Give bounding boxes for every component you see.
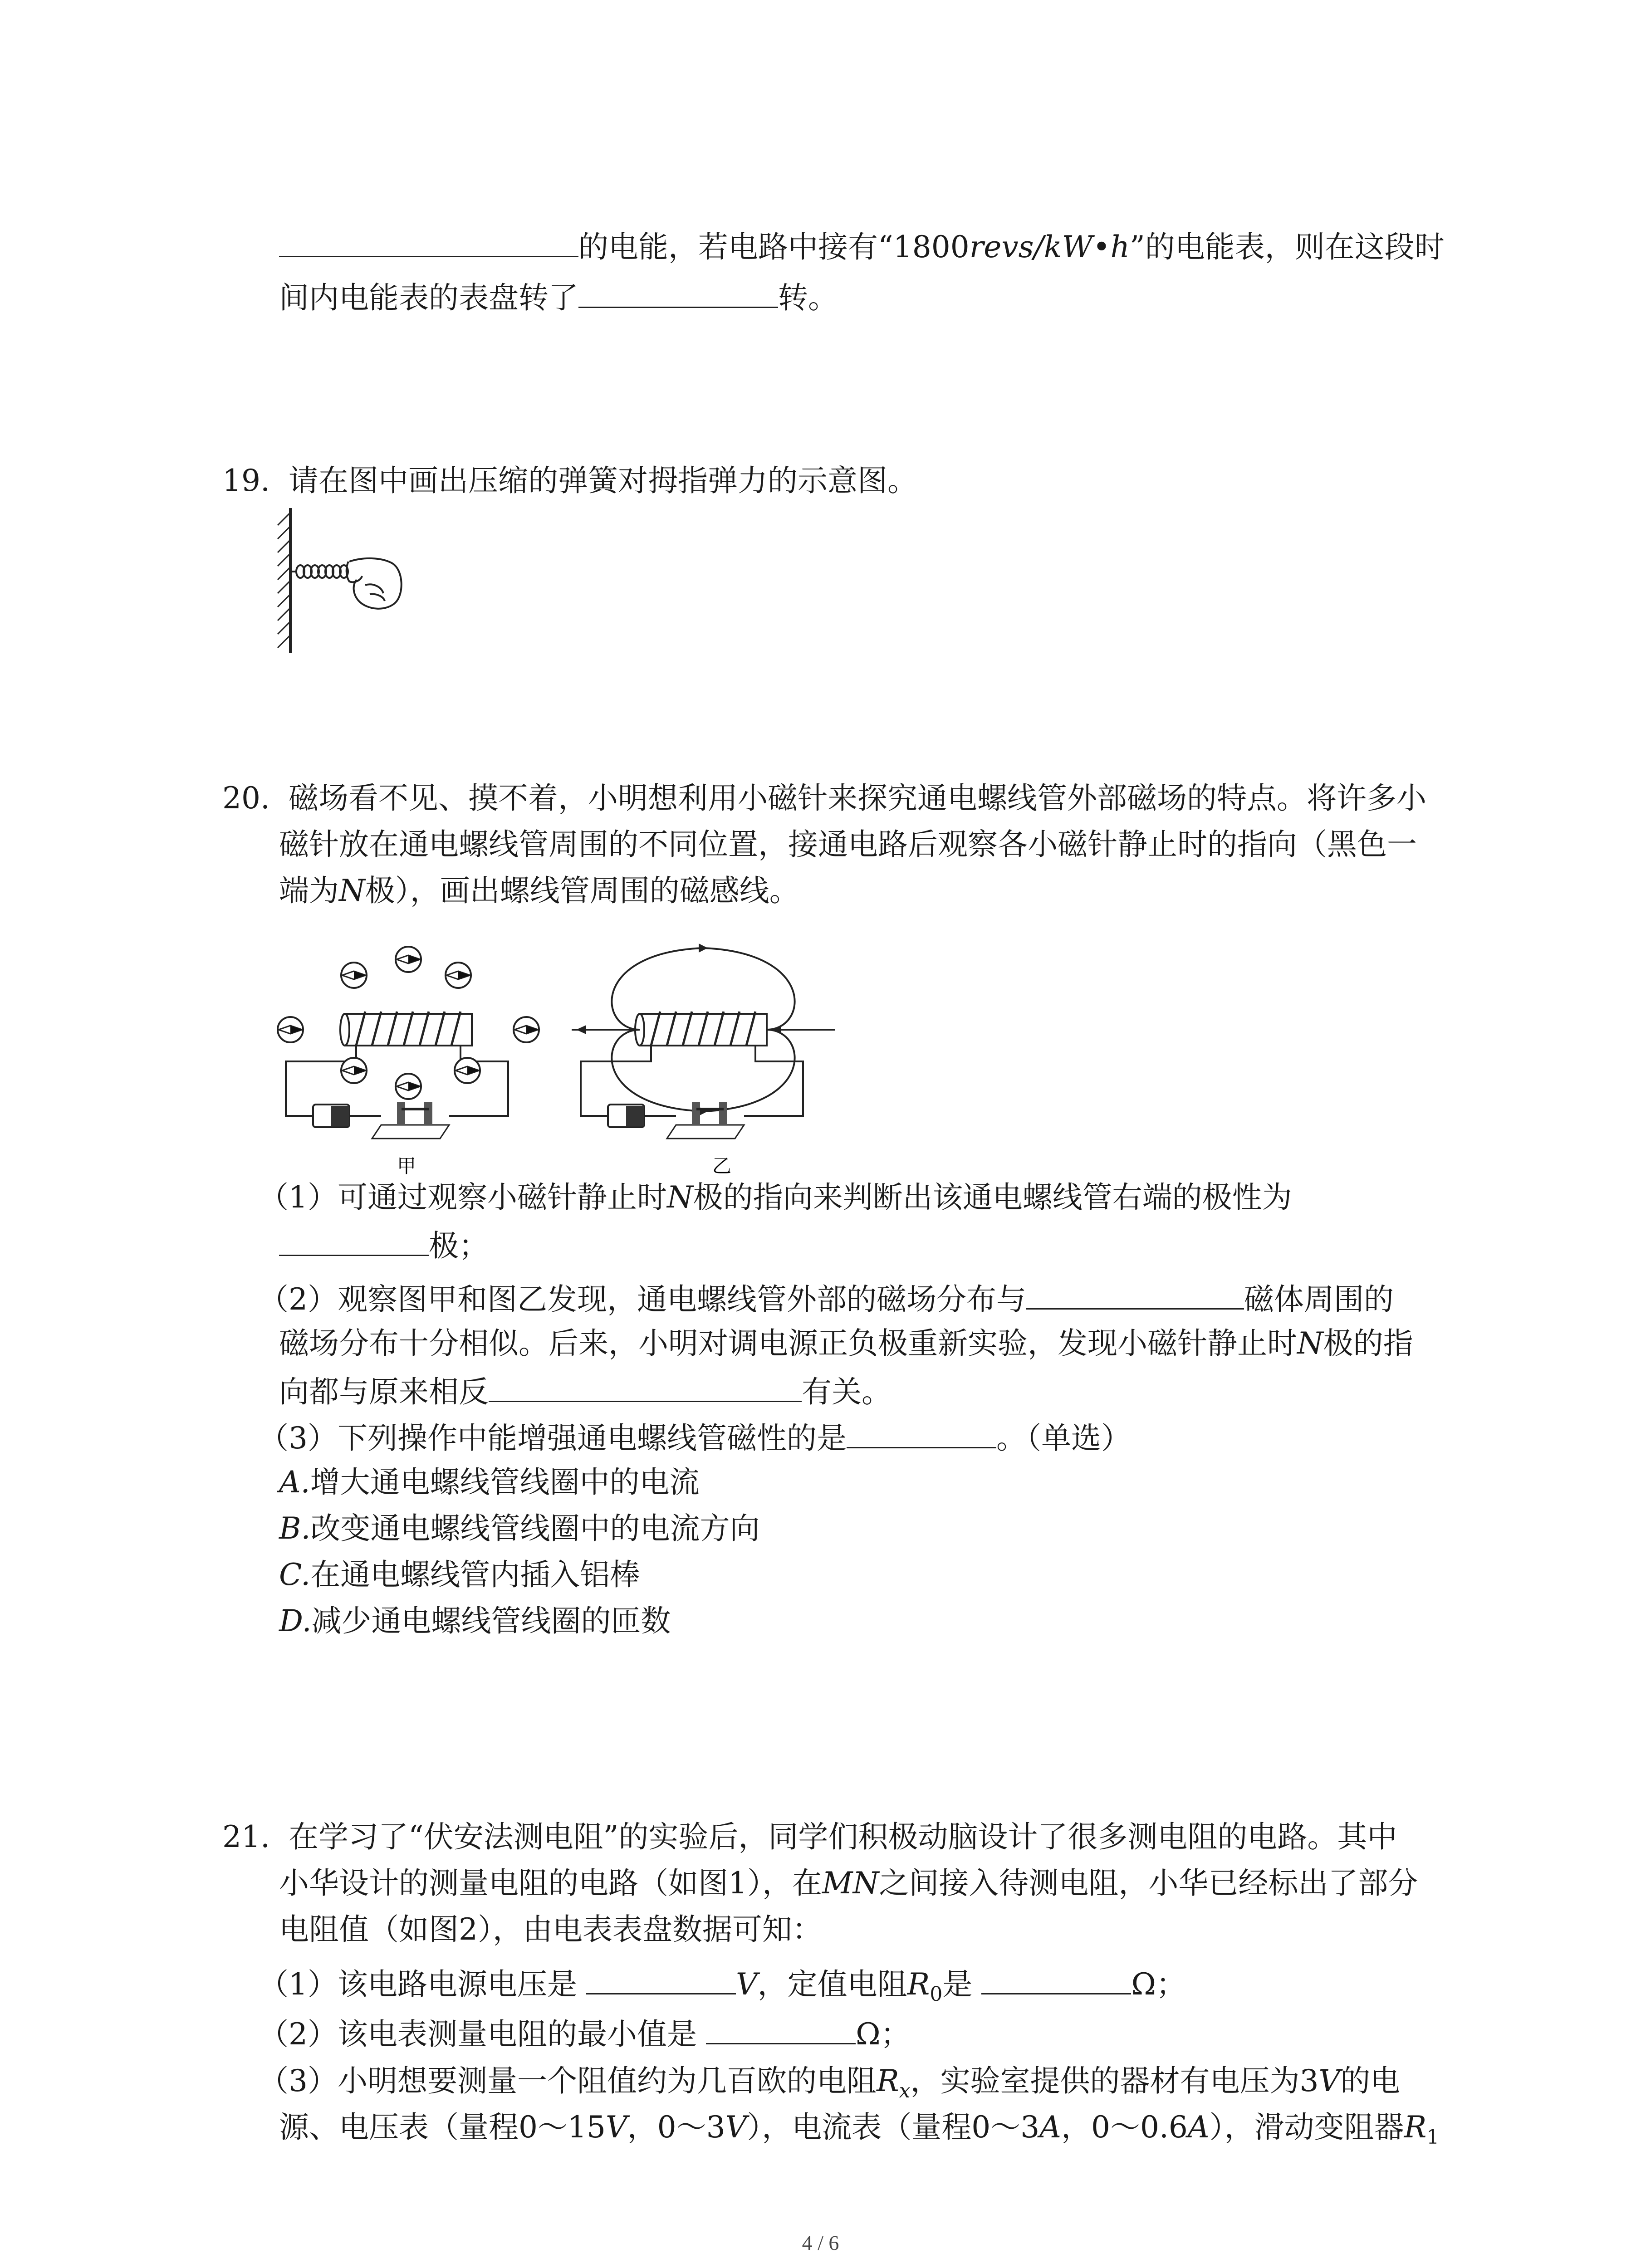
q20-sub3-line: （3）下列操作中能增强通电螺线管磁性的是 。（单选）	[259, 1418, 1131, 1457]
answer-blank[interactable]	[706, 2014, 856, 2044]
q20-sub2-line1: （2）观察图甲和图乙发现，通电螺线管外部的磁场分布与 磁体周围的	[259, 1279, 1394, 1318]
solenoid-figures	[277, 934, 867, 1179]
q21-line2: 小华设计的测量电阻的电路（如图1），在MN之间接入待测电阻，小华已经标出了部分	[279, 1866, 1418, 1901]
spring-thumb-figure	[268, 503, 422, 658]
answer-blank[interactable]	[1026, 1279, 1244, 1310]
q20-line2: 磁针放在通电螺线管周围的不同位置，接通电路后观察各小磁针静止时的指向（黑色一	[279, 827, 1417, 862]
answer-blank[interactable]	[578, 278, 778, 308]
q21-line3: 电阻值（如图2），由电表表盘数据可知：	[279, 1912, 822, 1947]
q21-sub3-line1: （3）小明想要测量一个阻值约为几百欧的电阻$R_x$，实验室提供的器材有电压为3V的电	[259, 2063, 1401, 2103]
figure-yi	[572, 943, 835, 1139]
q18-line2: 间内电能表的表盘转了 转。	[279, 278, 838, 316]
spring-icon	[290, 565, 348, 578]
question-number: 21.	[222, 1819, 270, 1854]
q21-sub1: （1）该电路电源电压是 V，定值电阻$R_0$是 Ω；	[259, 1964, 1186, 2013]
thumb-icon	[347, 558, 402, 609]
option-a[interactable]: A.增大通电螺线管线圈中的电流	[279, 1465, 700, 1500]
answer-blank[interactable]	[847, 1418, 996, 1448]
answer-blank[interactable]	[586, 1964, 736, 1994]
q20-line1: 20. 磁场看不见、摸不着，小明想利用小磁针来探究通电螺线管外部磁场的特点。将许多小	[222, 781, 1426, 816]
answer-blank[interactable]	[279, 227, 578, 257]
q21-sub3-line2: 源、电压表（量程0～15V，0～3V），电流表（量程0～3A，0～0.6A），滑动变阻器$R_1$	[279, 2110, 1440, 2149]
caption-jia: 甲	[397, 1155, 416, 1177]
q21-sub2: （2）该电表测量电阻的最小值是 Ω；	[259, 2014, 911, 2053]
q20-sub2-line3: 向都与原来相反 有关。	[279, 1372, 892, 1410]
q20-sub1-line2: 极；	[279, 1226, 489, 1264]
figure-jia	[278, 947, 539, 1139]
q20-sub2-line2: 磁场分布十分相似。后来，小明对调电源正负极重新实验，发现小磁针静止时N极的指	[279, 1326, 1413, 1361]
q21-line1: 21. 在学习了“伏安法测电阻”的实验后，同学们积极动脑设计了很多测电阻的电路。其中	[222, 1819, 1397, 1854]
option-b[interactable]: B.改变通电螺线管线圈中的电流方向	[279, 1511, 760, 1546]
switch-icon	[372, 1102, 449, 1139]
page-number: 4 / 6	[802, 2231, 839, 2254]
q20-line3: 端为N极），画出螺线管周围的磁感线。	[279, 873, 799, 908]
q19-line: 19. 请在图中画出压缩的弹簧对拇指弹力的示意图。	[222, 463, 917, 498]
q18-line1: 的电能，若电路中接有“1800revs/kW•h”的电能表，则在这段时	[279, 227, 1445, 265]
caption-yi: 乙	[712, 1155, 732, 1177]
answer-blank[interactable]	[489, 1372, 802, 1402]
battery-icon	[313, 1105, 349, 1127]
question-number: 20.	[222, 781, 270, 816]
answer-blank[interactable]	[279, 1226, 429, 1256]
q20-sub1-line1: （1）可通过观察小磁针静止时N极的指向来判断出该通电螺线管右端的极性为	[259, 1180, 1292, 1215]
option-c[interactable]: C.在通电螺线管内插入铝棒	[279, 1557, 640, 1592]
question-number: 19.	[222, 463, 270, 498]
battery-icon	[608, 1105, 644, 1127]
answer-blank[interactable]	[981, 1964, 1131, 1994]
option-d[interactable]: D.减少通电螺线管线圈的匝数	[279, 1603, 671, 1638]
